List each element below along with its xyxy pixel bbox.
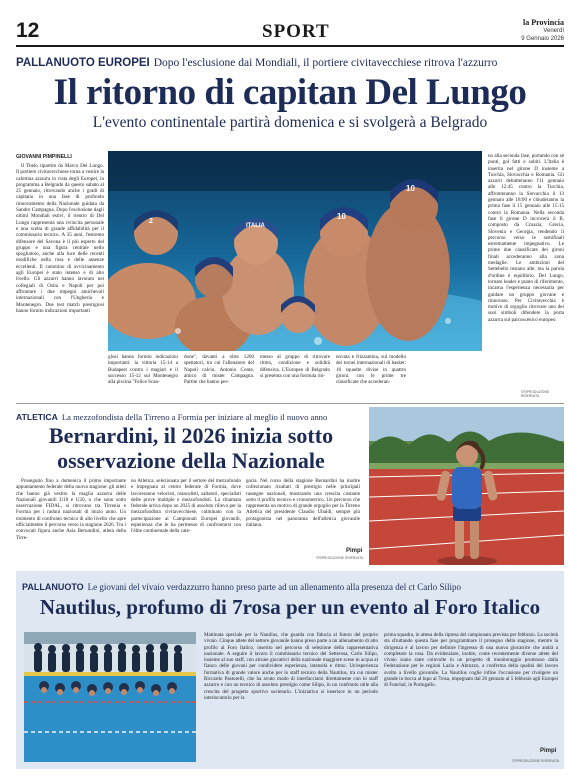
kicker-line [16, 53, 564, 71]
article3-column-1 [204, 632, 378, 764]
article3-author: Pimpi [540, 748, 557, 754]
article2-column-3 [246, 478, 360, 550]
article-nautilus [16, 571, 564, 769]
article2-top-rule [16, 403, 564, 404]
waterpolo-photo [108, 151, 482, 351]
headline: Il ritorno di capitan Del Lungo [53, 72, 527, 113]
article1-col1-text: Il Thelo ripartire da Marco Del Lungo. Il portiere civitavecchiese torna a vestire la calottina azzurra in vista degli Europei, in programma a Belgrado da questo sabato al 25 gennaio, ritrovando anche i gradi di capitano in una fase di profondo rinnovamento della Nazionale guidata da Sandro Campagna. Dopo l'esclusione dagli ultimi Mondiali estivi, il rientro di Del Lungo rappresenta una rivincita personale e una scelta di grande affidabilità per il commissario tecnico. A 35 anni, l'estremo difensore del Savona è il più esperto del gruppo e una figura centrale nello spogliatoio, anche alla luce delle recenti modifiche nella rosa e delle assenze eccellenti. Il cammino di avvicinamento agli Europei è stato intenso e di alto livello. Gli azzurri hanno lavorato nei collegiali di Ostia e Napoli per poi affrontare i due impegni amichevoli internazionali con l'Ungheria e Montenegro. Due test match prestigiosi hanno fornito indicazioni importanti [16, 163, 104, 314]
kicker-text: Dopo l'esclusione dai Mondiali, il portiere civitavecchiese ritrova l'azzurro [153, 57, 498, 69]
article1-col3-text: done", davanti a oltre 1200 spettatori, tra cui l'allenatore del Napoli calcio, Antonio Conte, amico di mister Campagna. Partite che hanno per- [184, 354, 254, 386]
article3-headline: Nautilus, profumo di 7rosa per un evento al Foro Italico [39, 595, 541, 619]
issue-date: 9 Gennaio 2026 [521, 36, 564, 42]
article1-col2-text: glosi hanno fornito indicazioni importanti: la vittoria 15-14 a Budapest contro i magiari e il successo 15-12 sul Montenegro alla piscina "Felice Scan- [108, 354, 178, 386]
cap-italia: ITALIA [246, 223, 265, 229]
athlete-photo [369, 407, 564, 565]
article3-credit: ©RIPRODUZIONE RISERVATA [512, 759, 560, 763]
header-rule [16, 45, 564, 47]
paper-name: la Provincia [523, 18, 564, 27]
article3-col1-text: Mattinata speciale per la Nautilus, che guarda con fiducia al futuro del proprio vivaio. Cinque atlete del settore giovanile hanno preso parte a un allenamento di alto profilo al Foro Italico, inserito nel percorso di selezione della rappresentativa nazionale. A seguire il lavoro il commissario tecnico del Setterosa, Carlo Silipo, insieme al suo staff, con alcune giocatrici della nazionale maggiore scese in acqua al fianco delle giovani per condividere esperienza, intensità e ritmo. Un'esperienza formativa di grande valore anche per lo staff tecnico della Nautilus, tra cui mister Riccardo Pastorelli, che ha avuto modo di interfacciarsi direttamente con lo staff azzurro e con un tecnico di assoluto prestigio come Silipo, in un confronto utile alla crescita del progetto sportivo societario. L'iniziativa si inserisce in un periodo interlocutorio per la [204, 632, 378, 701]
cap-number-10a: 10 [337, 212, 346, 221]
article1-column-4 [260, 354, 330, 396]
article1-column-5 [336, 354, 406, 396]
article2-col2-text: no Atletica, selezionata per il settore del mezzofondo e impegnata al centro federale di Formia, dove lavoreranno velocisti, ostacolisti, saltatori, specialisti delle prove multiple e mezzofondisti. La chiamata federale arriva dopo un 2025 di assoluto rilievo per la mezzofondista civitavecchiese, culminato con la partecipazione ai Campionati Europei giovanili, esperienza che le ha permesso di confrontarsi con l'élite continentale della cate- [131, 478, 241, 535]
article2-headline-1: Bernardini, il 2026 inizia sotto [48, 423, 334, 448]
article1-column-2 [108, 354, 178, 396]
cap-number-10b: 10 [406, 184, 415, 193]
article2-credit: ©RIPRODUZIONE RISERVATA [316, 556, 364, 560]
team-photo [24, 632, 196, 762]
cap-number-2: 2 [149, 218, 153, 225]
kicker-label: PALLANUOTO EUROPEI [16, 57, 150, 69]
weekday: Venerdì [543, 28, 564, 34]
article2-kicker-text: La mezzofondista della Tirreno a Formia per iniziare al meglio il nuovo anno [61, 412, 328, 422]
subheadline: L'evento continentale partirà domenica e si svolgerà a Belgrado [92, 114, 488, 131]
article2-column-2 [131, 478, 241, 564]
article1-column-6 [488, 153, 564, 383]
article2-author: Pimpi [346, 548, 363, 554]
article3-column-2 [384, 632, 558, 742]
article3-col2-text: prima squadra, in attesa della ripresa del campionato prevista per febbraio. La società sta sfruttando questa fase per programmare il proseguo della stagione, mentre la dirigenza è al lavoro per definire l'ingresso di una nuova giocatrice che andrà a completare la rosa. Da evidenziare, inoltre, come recentemente diverse atlete del vivaio siano state coinvolte in un progetto di monitoraggio promosso dalla Federazione per le regioni Lazio e Abruzzo, a conferma della qualità del lavoro svolto a livello giovanile. La Nautilus coglie infine l'occasione per rivolgere un grande in bocca al lupo al 7rosa, impegnato dal 26 gennaio al 5 febbraio agli Europei di Funchal, in Portogallo. [384, 632, 558, 689]
page-number: 12 [16, 19, 40, 42]
section-title: SPORT [262, 21, 330, 42]
article1-column-1 [16, 163, 104, 395]
article1-col4-text: messo al gruppo di ritrovare ritmo, condizione e solidità difensiva. L'Europeo di Belgrado si presenta con una formula rin- [260, 354, 330, 379]
article-bernardini [16, 403, 564, 565]
article3-kicker-label: PALLANUOTO [22, 582, 84, 592]
article3-kicker-line [22, 577, 558, 595]
page-header [16, 18, 564, 46]
article3-kicker-text: Le giovani del vivaio verdazzurro hanno preso parte ad un allenamento alla presenza del ct Carlo Silipo [87, 582, 462, 592]
article1-credit: ©RIPRODUZIONE RISERVATA [521, 390, 550, 398]
author: GIOVANNI PIMPINELLI [16, 154, 72, 160]
article2-column-1 [16, 478, 126, 564]
article1-column-3 [184, 354, 254, 396]
article1-col6-text: no alla seconda fase, portando con sé punti, gol fatti e subiti. L'Italia è inserita nel girone D insieme a Turchia, Slovacchia e Romania. Gli azzurri debutteranno l'11 gennaio alle 12:45 contro la Turchia, affronteranno la Slovacchia il 13 gennaio alle 18:00 e chiuderanno la prima fase il 15 gennaio alle 15:15 contro la Romania. Nella seconda fase il girone D incrocerà il B, composto da Croazia, Grecia, Slovenia e Georgia, rendendo il percorso verso le semifinali estremamente impegnativo. Le prime due classificate dei gironi finali accederanno alla zona medaglie. Le ambizioni del Settebello restano alte, ma la parola d'ordine è equilibrio. Del Lungo, tornato leader e punto di riferimento, incarna l'esperienza necessaria per guidare un gruppo giovane e rinnovato. Per Civitavecchia è motivo di orgoglio ritrovare uno dei suoi simboli difendere la porta azzurra sul palcoscenico europeo. [488, 153, 564, 323]
article2-headline-2: osservazione della Nazionale [57, 448, 325, 473]
article2-col3-text: goria. Nel corso della stagione Bernardini ha inoltre collezionato risultati di prestigio nelle principali rassegne nazionali, mostrando una crescita costante sotto il profilo tecnico e cronometrico. Un percorso che rappresenta un motivo di grande orgoglio per la Tirreno Atletica del presidente Claudio Ubaldi, sempre più protagonista nel panorama dell'atletica giovanile italiana. [246, 478, 360, 529]
article2-kicker-label: ATLETICA [16, 412, 58, 422]
article1-col5-text: novata e frizzantina, sul modello dei tornei internazionali di basket: 16 squadre divise in quattro gironi, con le prime tre classificate che accederan- [336, 354, 406, 386]
article2-col1-text: Proseguito fino a domenica il primo importante appuntamento federale della nuova stagione: gli atleti che hanno già vestito la maglia azzurra delle Nazionali giovanili U18 e U20, o che sono sotto osservazione FIDAL, si ritrovano tra Tirrenia e Formia per i raduni nazionali di inizio anno. Un momento di confronto tecnico di alto livello che apre ufficialmente il percorso verso la stagione 2026. Tra i convocati figura anche Asia Bernardini, atleta della Tirre- [16, 478, 126, 541]
article-del-lungo [16, 50, 564, 396]
